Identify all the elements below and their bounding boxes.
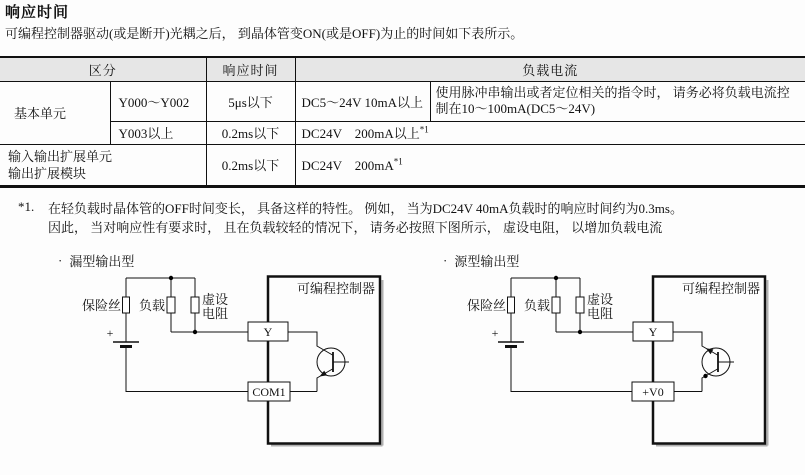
cell-y003-load: DC24V 200mA以上$^{*1}$ <box>295 121 805 144</box>
dummy-resistor-label: 电阻 <box>587 306 614 321</box>
dummy-resistor-symbol <box>191 297 199 313</box>
table-header-row <box>0 57 805 81</box>
header-response-time: 响应时间 <box>206 57 295 81</box>
battery-plus-label: + <box>491 326 499 340</box>
transistor-symbol <box>288 332 349 392</box>
note-reference: *1 <box>419 124 429 135</box>
junction-dot <box>703 374 707 378</box>
bullet-icon: · <box>58 252 63 268</box>
load-label: 负载 <box>523 298 550 313</box>
y-terminal-label: Y <box>263 325 273 339</box>
footnote-text: 在轻负载时晶体管的OFF时间变长， 具备这样的特性。 例如， 当为DC24V 40mA负载时的响应时间约为0.3ms。 因此， 当对响应性有要求时， 且在负载较轻的情况下， 请务必按照下图所示， 虚设电阻， 以增加负载电流 <box>48 201 683 235</box>
dummy-resistor-label: 虚设 <box>587 292 614 307</box>
common-terminal-label: +V0 <box>642 385 664 399</box>
cell-y000-load: DC5～24V 10mA以上 <box>295 81 430 121</box>
fuse-label: 保险丝 <box>466 298 506 313</box>
common-terminal-label: COM1 <box>252 385 286 399</box>
battery-symbol <box>498 342 524 347</box>
dummy-resistor-symbol <box>576 297 584 313</box>
sink-output-diagram <box>40 250 390 472</box>
dummy-resistor-label: 电阻 <box>202 306 229 321</box>
source-diagram-label: · 源型输出型 <box>443 252 520 269</box>
fuse-label: 保险丝 <box>81 298 121 313</box>
footnote-marker: *1. <box>18 199 35 214</box>
cell-extension-unit: 输入输出扩展单元 输出扩展模块 <box>0 144 206 186</box>
load-resistor-symbol <box>552 297 560 313</box>
plc-box-shadow <box>656 280 768 446</box>
wire <box>511 347 633 392</box>
y-terminal-label: Y <box>648 325 658 339</box>
transistor-symbol <box>673 332 734 392</box>
battery-plus-label: + <box>106 326 114 340</box>
table-row <box>0 144 805 186</box>
cell-basic-unit: 基本单元 <box>0 81 110 144</box>
source-output-diagram <box>425 250 775 472</box>
junction-dot <box>169 276 173 280</box>
plc-label: 可编程控制器 <box>296 281 376 296</box>
table-row <box>0 121 805 144</box>
footnote <box>18 199 798 237</box>
cell-y003-range: Y003以上 <box>110 121 206 144</box>
junction-dot <box>193 330 197 334</box>
load-resistor-symbol <box>167 297 175 313</box>
cell-y003-time: 0.2ms以下 <box>206 121 295 144</box>
junction-dot <box>554 276 558 280</box>
table-row <box>0 81 805 121</box>
load-label: 负载 <box>138 298 165 313</box>
bullet-icon: · <box>443 252 448 268</box>
plc-label: 可编程控制器 <box>681 281 761 296</box>
plc-box <box>653 277 765 444</box>
wire <box>126 347 248 392</box>
cell-y000-range: Y000～Y002 <box>110 81 206 121</box>
page-title: 响应时间 <box>5 5 70 21</box>
cell-y000-note: 使用脉冲串输出或者定位相关的指令时， 请务必将负载电流控制在10～100mA(DC5～24V) <box>430 81 805 121</box>
fuse-symbol <box>123 297 130 313</box>
header-load-current: 负载电流 <box>295 57 805 81</box>
cell-extension-load: DC24V 200mA$^{*1}$ <box>295 144 805 186</box>
plc-box <box>268 277 380 444</box>
plc-box-shadow <box>271 280 383 446</box>
battery-symbol <box>113 342 139 347</box>
intro-text: 可编程控制器驱动(或是断开)光耦之后， 到晶体管变ON(或是OFF)为止的时间如下表所示。 <box>5 26 524 41</box>
dummy-resistor-label: 虚设 <box>202 292 229 307</box>
sink-diagram-label: · 漏型输出型 <box>58 252 135 269</box>
junction-dot <box>578 330 582 334</box>
header-category: 区分 <box>0 57 206 81</box>
cell-y000-time: 5μs以下 <box>206 81 295 121</box>
fuse-symbol <box>508 297 515 313</box>
cell-extension-time: 0.2ms以下 <box>206 144 295 186</box>
response-time-table <box>0 56 805 188</box>
note-reference: *1 <box>393 156 403 167</box>
